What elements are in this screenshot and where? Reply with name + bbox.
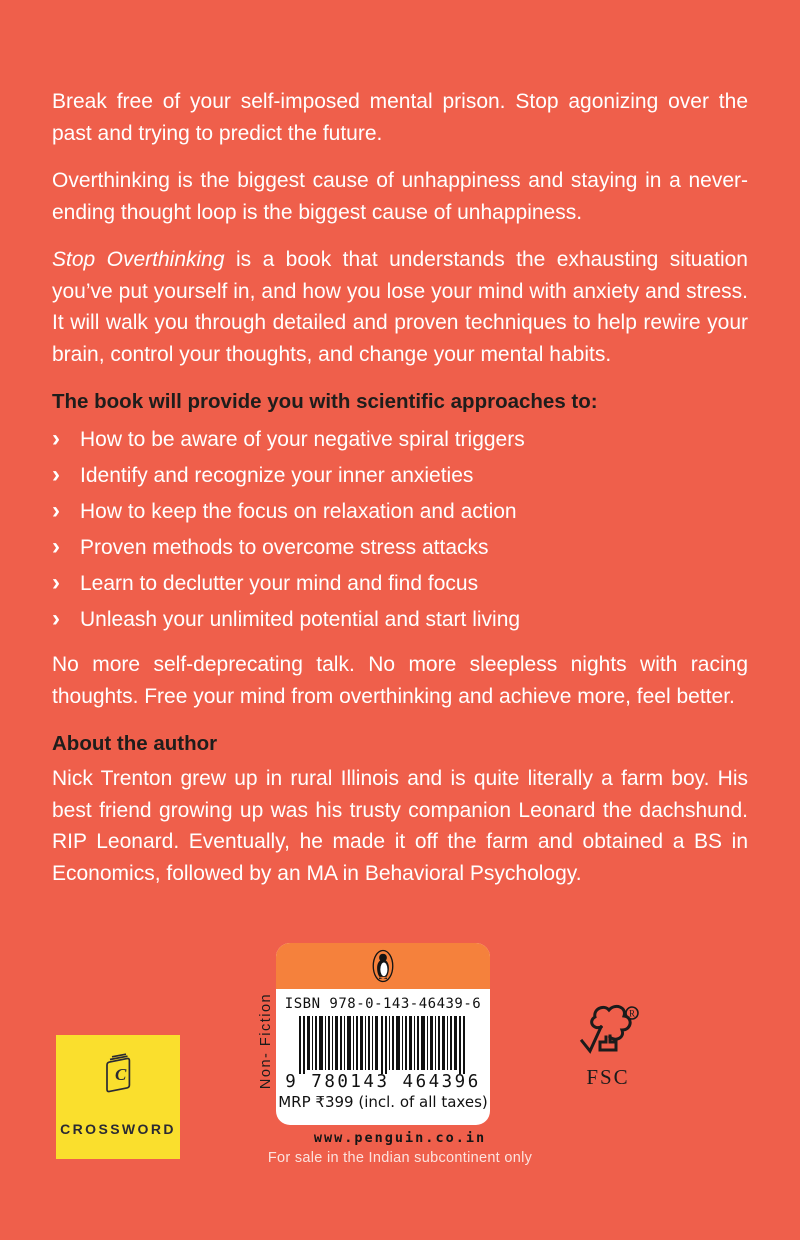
list-item [52,529,748,565]
chevron-right-icon: › [52,425,60,452]
about-author-paragraph: Nick Trenton grew up in rural Illinois and is quite literally a farm boy. His best friend growing up was his trusty companion Leonard the dachshund. RIP Leonard. Eventually, he made it off the farm and obtained a BS in Economics, followed by an MA in Behavioral Psychology. [52,767,748,885]
list-item [52,601,748,637]
list-item [52,457,748,493]
chevron-right-icon: › [52,569,60,596]
list-item-text: How to be aware of your negative spiral triggers [80,428,525,451]
approaches-list [52,421,748,637]
penguin-header [276,943,490,989]
fsc-tree-icon [574,1004,642,1060]
chevron-right-icon: › [52,605,60,632]
crossword-book-icon [95,1049,141,1101]
about-author-heading: About the author [52,732,218,755]
blurb-paragraph-3 [52,244,748,370]
barcode-block [276,943,490,1125]
blurb-paragraph-2: Overthinking is the biggest cause of unhappiness and staying in a never-ending thought loop is the biggest cause of unhappiness. [52,169,748,224]
book-title-italic: Stop Overthinking [52,248,225,271]
list-item-text: How to keep the focus on relaxation and action [80,500,517,523]
approaches-heading: The book will provide you with scientific approaches to: [52,390,598,413]
mrp-price: MRP ₹399 (incl. of all taxes) [278,1093,488,1111]
chevron-right-icon: › [52,533,60,560]
list-item-text: Learn to declutter your mind and find focus [80,572,479,595]
crossword-label: CROSSWORD [60,1121,176,1137]
svg-text:C: C [115,1065,127,1084]
isbn-label: ISBN 978-0-143-46439-6 [284,996,482,1012]
list-item [52,421,748,457]
fsc-label: FSC [586,1065,630,1089]
closing-paragraph: No more self-deprecating talk. No more sleepless nights with racing thoughts. Free your mind from overthinking and achieve more, feel better. [52,653,748,708]
penguin-logo-icon [369,949,397,983]
sale-restriction-note: For sale in the Indian subcontinent only [267,1150,533,1166]
ean-barcode [299,1016,467,1074]
blurb-paragraph-3-rest: is a book that understands the exhausting situation you’ve put yourself in, and how you lose your mind with anxiety and stress. It will walk you through detailed and proven techniques to help rewire your brain, control your thoughts, and change your mental habits. [52,248,748,366]
chevron-right-icon: › [52,461,60,488]
fsc-logo [568,1004,648,1090]
category-vertical-label: Non- Fiction [258,992,274,1090]
back-cover-copy [52,86,748,905]
list-item [52,565,748,601]
barcode-digits: 9 780143 464396 [285,1072,481,1092]
list-item-text: Unleash your unlimited potential and start living [80,608,521,631]
blurb-paragraph-1: Break free of your self-imposed mental prison. Stop agonizing over the past and trying to predict the future. [52,90,748,145]
list-item-text: Identify and recognize your inner anxieties [80,464,474,487]
chevron-right-icon: › [52,497,60,524]
svg-text:R: R [628,1008,636,1019]
publisher-website: www.penguin.co.in [313,1130,487,1146]
list-item [52,493,748,529]
list-item-text: Proven methods to overcome stress attacks [80,536,489,559]
